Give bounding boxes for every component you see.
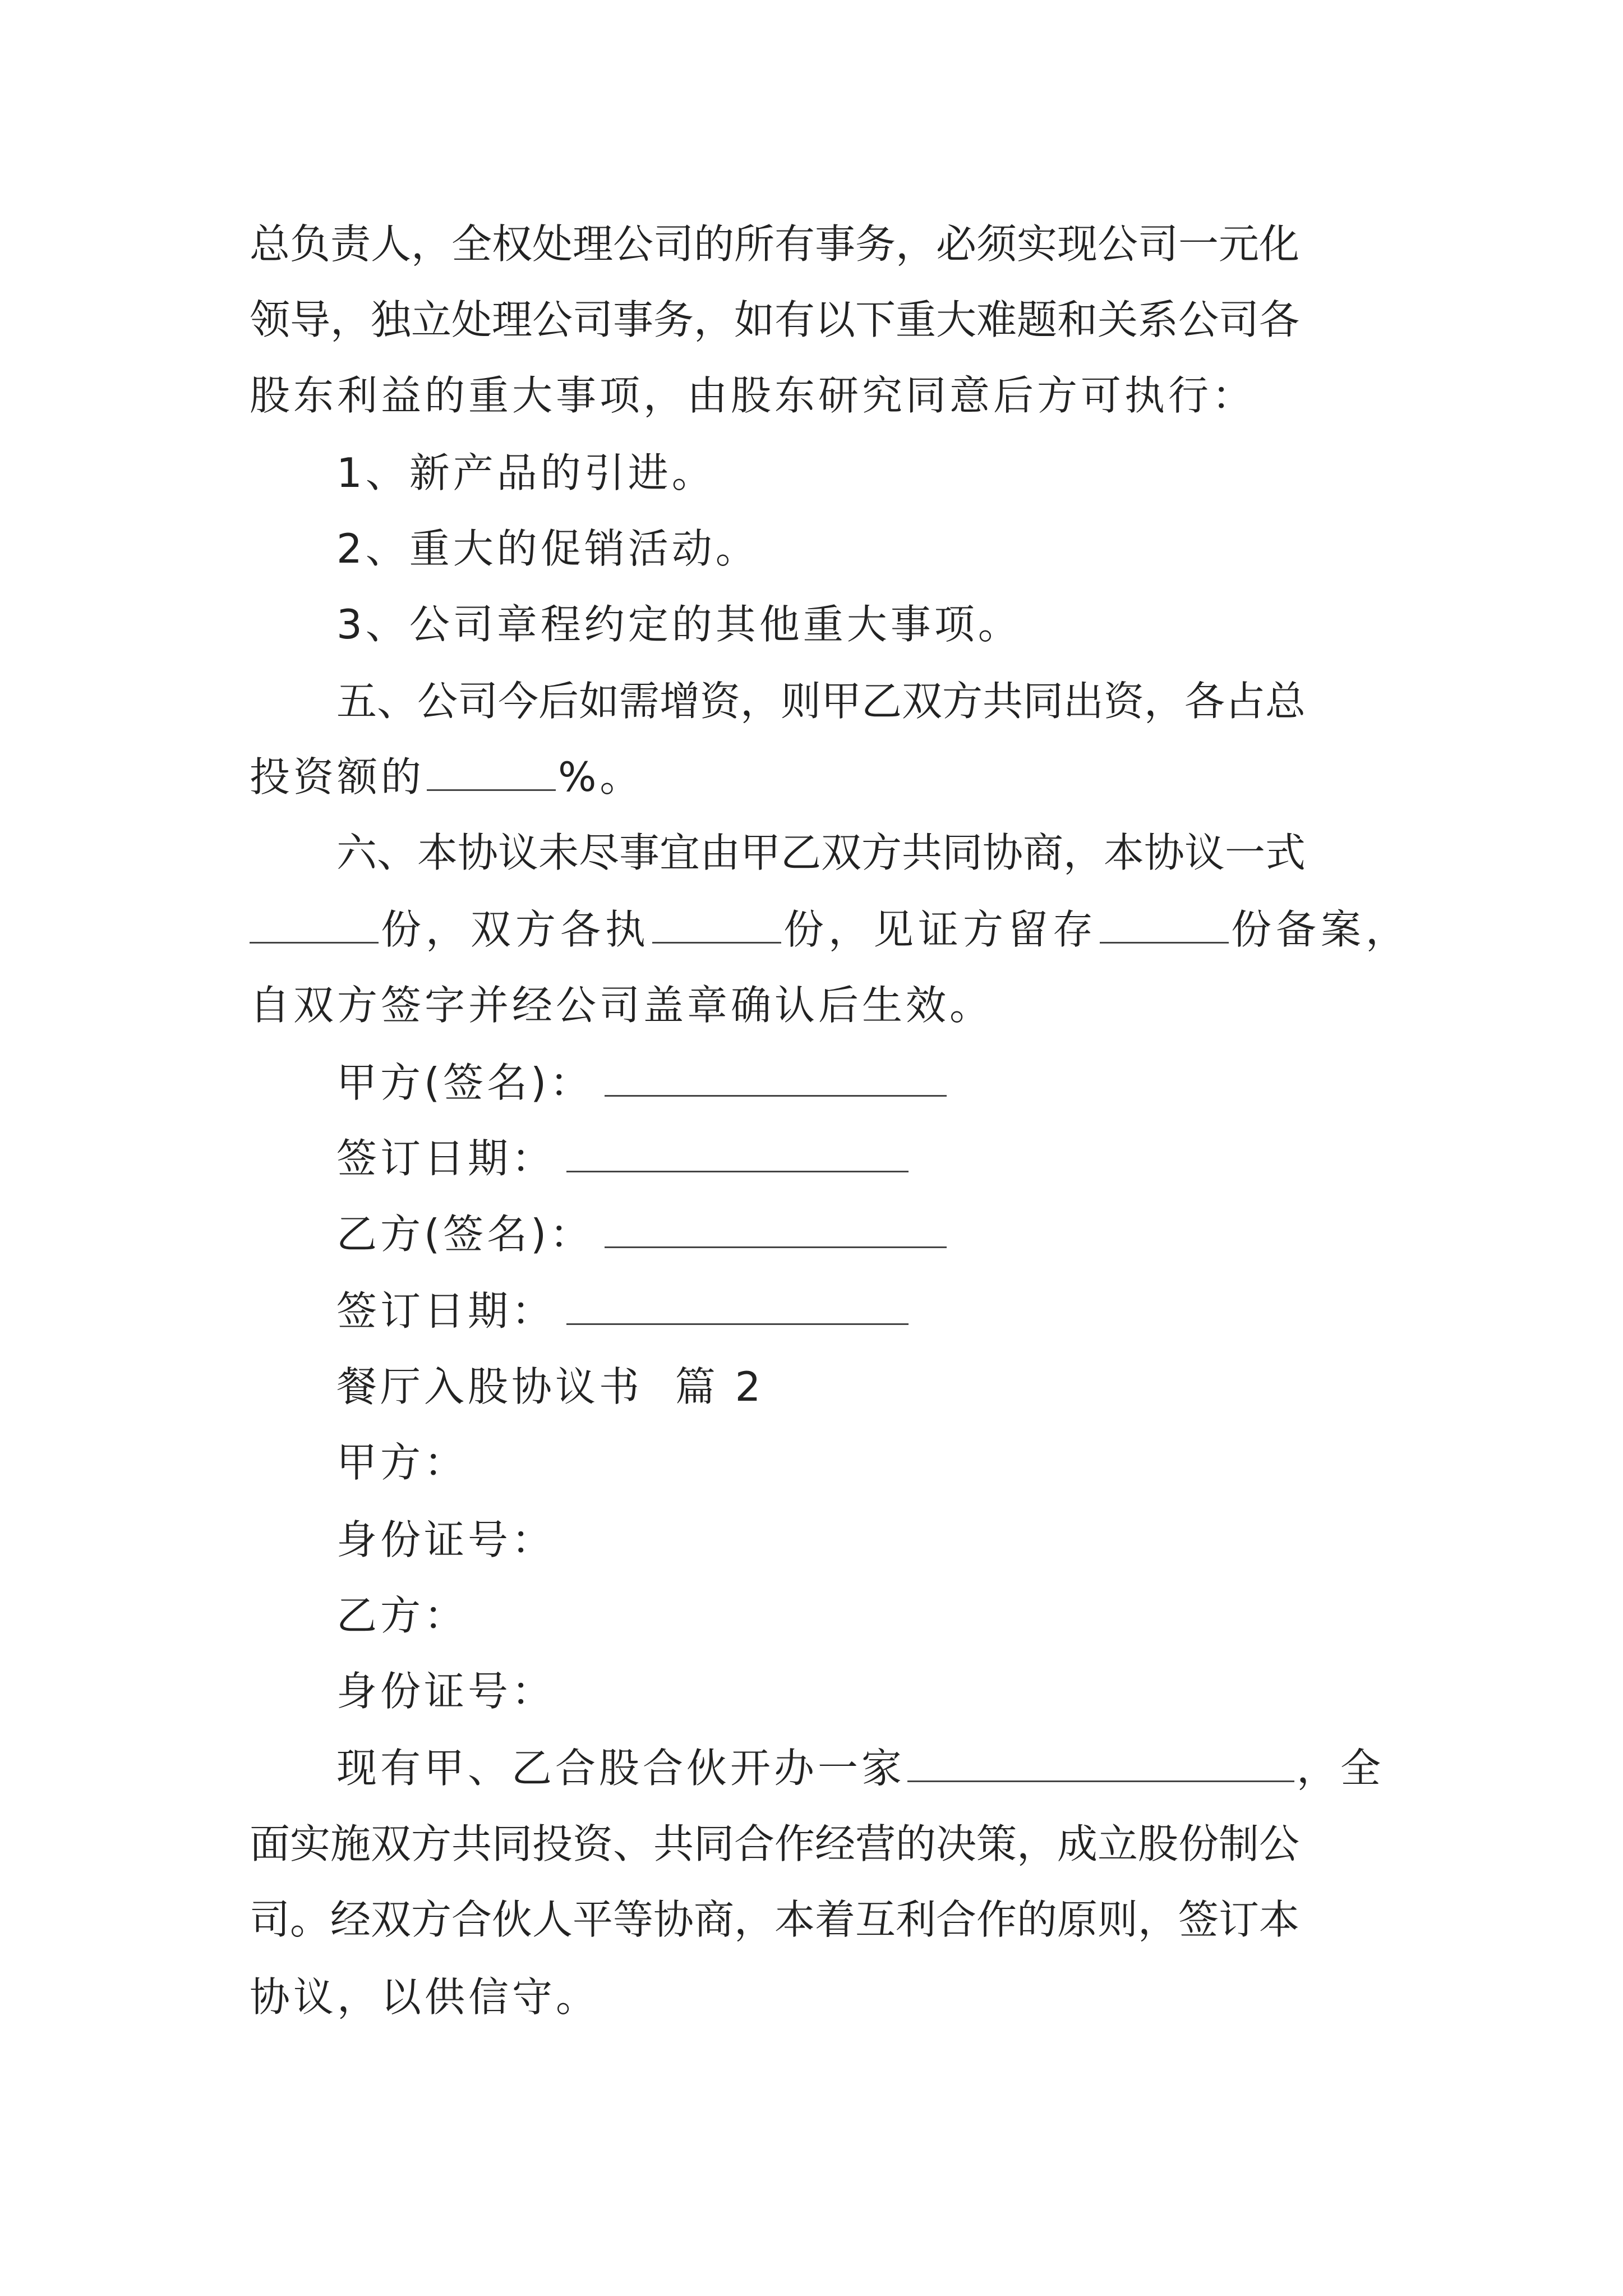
signature-blank[interactable] (605, 1060, 947, 1097)
date-blank[interactable] (566, 1289, 909, 1325)
fill-in-blank[interactable] (907, 1746, 1294, 1782)
signature-line: 乙方(签名)： (336, 1206, 949, 1262)
party-label: 乙方： (336, 1592, 468, 1639)
fill-in-blank[interactable] (652, 907, 781, 944)
party-label: 甲方： (336, 1439, 468, 1486)
section-heading: 餐厅入股协议书 篇 2 (336, 1363, 764, 1410)
id-label: 身份证号： (336, 1516, 556, 1563)
list-item: 1、新产品的引进。 (336, 449, 716, 496)
list-item: 3、公司章程约定的其他重大事项。 (336, 601, 1022, 648)
signature-line: 甲方(签名)： (336, 1055, 949, 1111)
date-line: 签订日期： (336, 1130, 911, 1186)
signature-blank[interactable] (605, 1212, 947, 1248)
paragraph-line: 股东利益的重大事项，由股东研究同意后方可执行： (250, 372, 1256, 419)
paragraph-line: 面实施双方共同投资、共同合作经营的决策，成立股份制公 (250, 1820, 1300, 1867)
fill-in-blank[interactable] (250, 907, 379, 944)
paragraph-line: 份，双方各执 份，见证方留存 份备案， (250, 901, 1410, 958)
paragraph-line: 投资额的 %。 (250, 753, 644, 800)
date-blank[interactable] (566, 1136, 909, 1172)
list-item: 2、重大的促销活动。 (336, 525, 759, 572)
paragraph-line: 六、本协议未尽事宜由甲乙双方共同协商，本协议一式 (336, 829, 1306, 876)
id-label: 身份证号： (336, 1668, 556, 1715)
date-line: 签订日期： (336, 1283, 911, 1339)
paragraph-line: 司。经双方合伙人平等协商，本着互利合作的原则，签订本 (250, 1896, 1300, 1943)
paragraph-line: 领导，独立处理公司事务，如有以下重大难题和关系公司各 (250, 296, 1300, 343)
fill-in-blank[interactable] (1100, 907, 1229, 944)
paragraph-line: 现有甲、乙合股合伙开办一家 ，全 (336, 1745, 1385, 1792)
paragraph-line: 自双方签字并经公司盖章确认后生效。 (250, 982, 994, 1029)
fill-in-blank[interactable] (427, 754, 556, 791)
paragraph-line: 五、公司今后如需增资，则甲乙双方共同出资，各占总 (336, 678, 1306, 725)
paragraph-line: 总负责人，全权处理公司的所有事务，必须实现公司一元化 (250, 220, 1300, 268)
paragraph-line: 协议，以供信守。 (250, 1973, 600, 2021)
